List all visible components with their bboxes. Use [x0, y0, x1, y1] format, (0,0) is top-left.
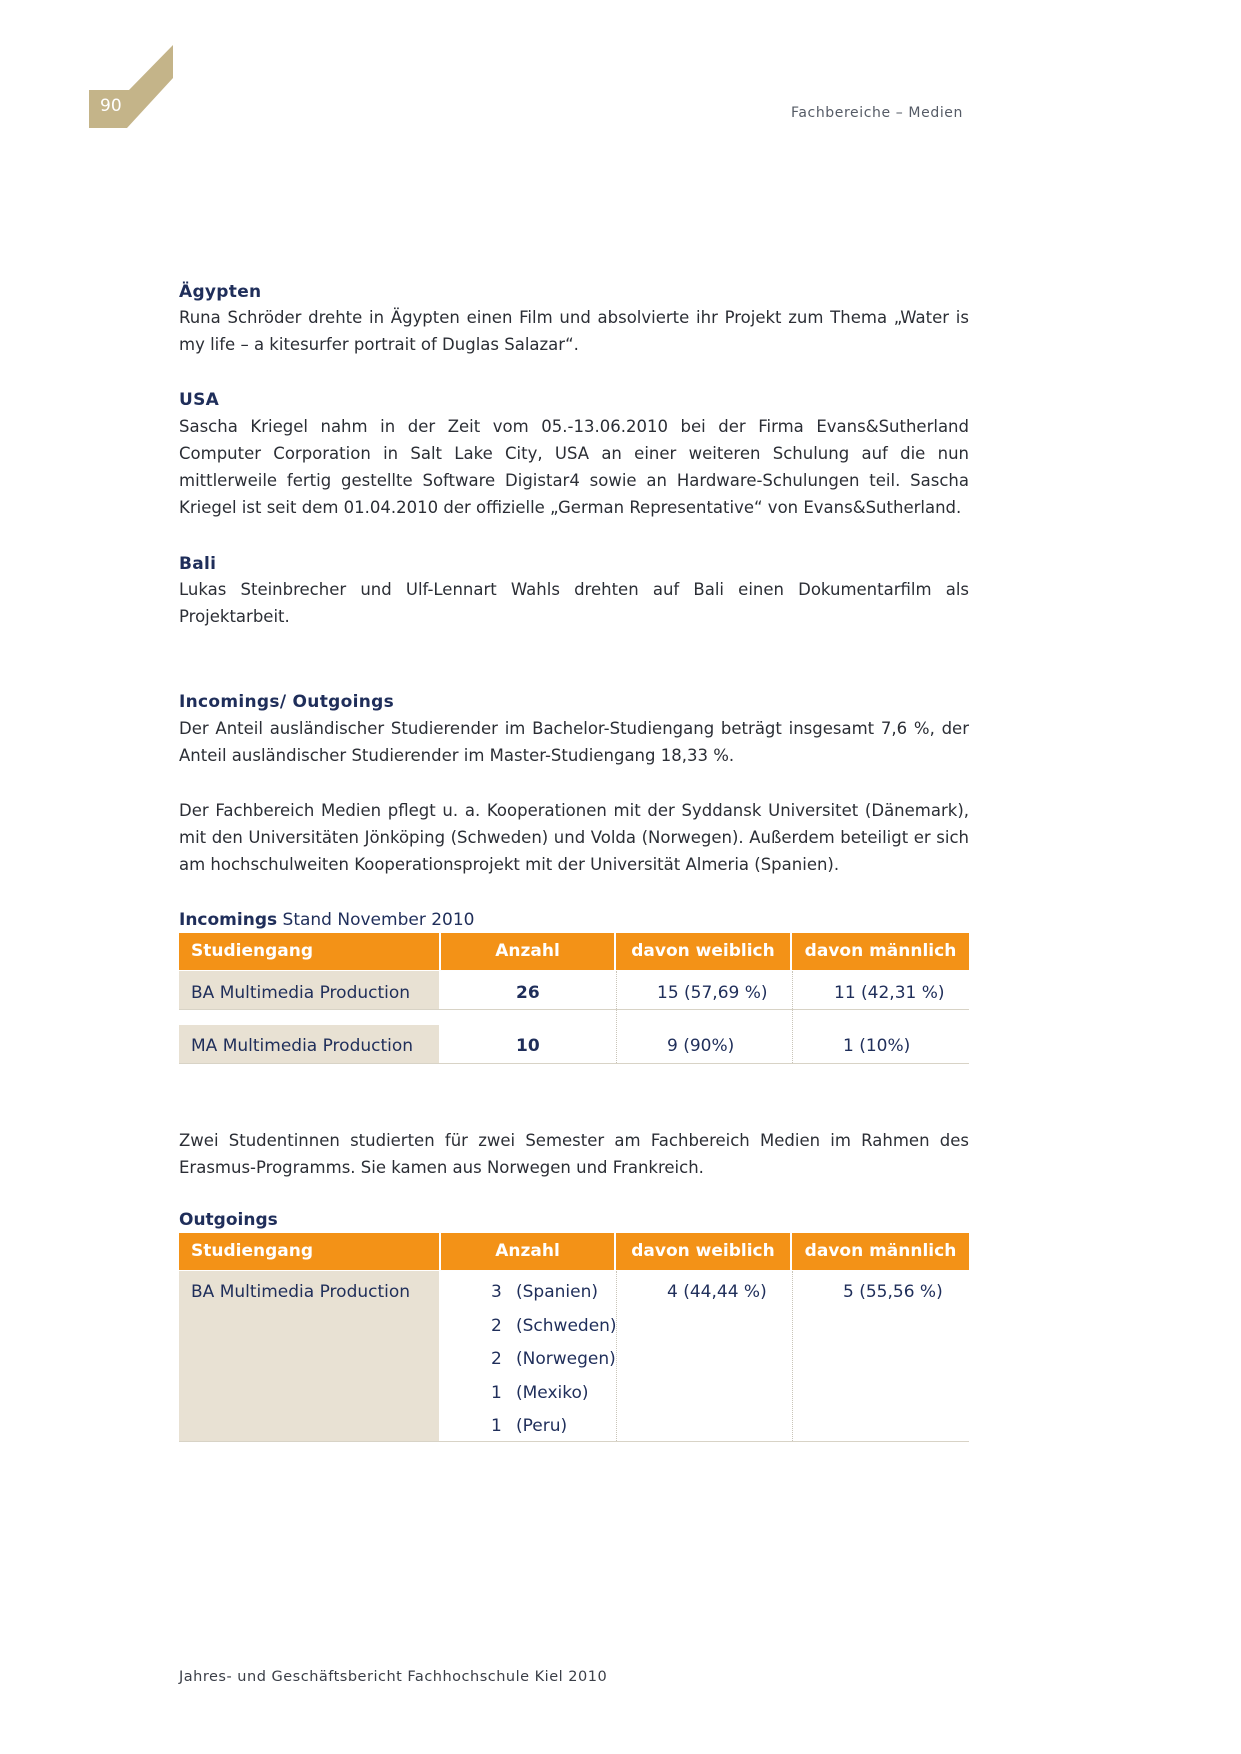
incomings-table	[179, 933, 969, 1065]
incomings-row2-studiengang: MA Multimedia Production	[191, 1036, 414, 1056]
heading-usa: USA	[179, 390, 220, 410]
text-kooperationen: Der Fachbereich Medien pflegt u. a. Kooperationen mit der Syddansk Universitet (Dänemark), mit den Universitäten Jönköping (Schweden) und Volda (Norwegen). Außerdem beteiligt er sich am hochschulweiten Kooperationsprojekt mit der Universität Almeria (Spanien).	[179, 801, 969, 874]
outgoings-anzahl-n: 1	[491, 1383, 502, 1403]
column-separator	[792, 971, 793, 1063]
text-auslaender-anteil: Der Anteil ausländischer Studierender im Bachelor-Studiengang beträgt insgesamt 7,6 %, der Anteil ausländischer Studierender im Master-Studiengang 18,33 %.	[179, 719, 969, 765]
outgoings-anzahl-land: (Schweden)	[516, 1316, 617, 1336]
heading-incomings-outgoings: Incomings/ Outgoings	[179, 692, 394, 712]
incomings-subtitle: Stand November 2010	[282, 910, 475, 930]
outgoings-table-header	[179, 1233, 969, 1270]
row-divider	[179, 1441, 969, 1442]
col-header-studiengang: Studiengang	[179, 933, 439, 970]
outgoings-row-maennlich: 5 (55,56 %)	[843, 1282, 943, 1302]
row-divider	[179, 1009, 969, 1010]
outgoings-anzahl-n: 2	[491, 1349, 502, 1369]
outgoings-table-title	[179, 1207, 278, 1234]
incomings-row2-maennlich: 1 (10%)	[843, 1036, 911, 1056]
incomings-row1-anzahl: 26	[516, 983, 540, 1003]
column-separator	[792, 1271, 793, 1441]
col-header-maennlich: davon männlich	[792, 933, 969, 970]
col-header-anzahl: Anzahl	[441, 933, 614, 970]
incomings-table-title	[179, 907, 474, 934]
col-header-studiengang: Studiengang	[179, 1233, 439, 1270]
incomings-title: Incomings	[179, 910, 278, 930]
outgoings-anzahl-n: 1	[491, 1416, 502, 1436]
incomings-row2-anzahl: 10	[516, 1036, 540, 1056]
incomings-row1-maennlich: 11 (42,31 %)	[834, 983, 945, 1003]
text-bali: Lukas Steinbrecher und Ulf-Lennart Wahls drehten auf Bali einen Dokumentarfilm als Projektarbeit.	[179, 580, 969, 626]
col-header-weiblich: davon weiblich	[616, 1233, 790, 1270]
outgoings-anzahl-land: (Mexiko)	[516, 1383, 589, 1403]
running-head: Fachbereiche – Medien	[790, 105, 963, 121]
column-separator	[616, 971, 617, 1063]
heading-aegypten: Ägypten	[179, 282, 262, 302]
col-header-anzahl: Anzahl	[441, 1233, 614, 1270]
incomings-table-header	[179, 933, 969, 970]
column-separator	[616, 1271, 617, 1441]
outgoings-anzahl-n: 2	[491, 1316, 502, 1336]
row-divider	[179, 1063, 969, 1064]
outgoings-row-studiengang: BA Multimedia Production	[191, 1282, 411, 1302]
incomings-row1-studiengang: BA Multimedia Production	[191, 983, 411, 1003]
text-usa: Sascha Kriegel nahm in der Zeit vom 05.-13.06.2010 bei der Firma Evans&Sutherland Computer Corporation in Salt Lake City, USA an einer weiteren Schulung auf die nun mittlerweile fertig gestellte Software Digistar4 sowie an Hardware-Schulungen teil. Sascha Kriegel ist seit dem 01.04.2010 der offizielle „German Representative“ von Evans&Sutherland.	[179, 417, 969, 517]
outgoings-row-weiblich: 4 (44,44 %)	[667, 1282, 767, 1302]
col-header-weiblich: davon weiblich	[616, 933, 790, 970]
outgoings-table	[179, 1233, 969, 1443]
col-header-maennlich: davon männlich	[792, 1233, 969, 1270]
text-aegypten: Runa Schröder drehte in Ägypten einen Film und absolvierte ihr Projekt zum Thema „Water is my life – a kitesurfer portrait of Duglas Salazar“.	[179, 308, 969, 354]
page-number: 90	[100, 96, 122, 116]
outgoings-anzahl-land: (Peru)	[516, 1416, 568, 1436]
footer-text: Jahres- und Geschäftsbericht Fachhochschule Kiel 2010	[179, 1669, 608, 1685]
text-erasmus: Zwei Studentinnen studierten für zwei Semester am Fachbereich Medien im Rahmen des Erasmus-Programms. Sie kamen aus Norwegen und Frankreich.	[179, 1131, 969, 1177]
heading-bali: Bali	[179, 554, 217, 574]
incomings-row2-weiblich: 9 (90%)	[667, 1036, 735, 1056]
outgoings-anzahl-n: 3	[491, 1282, 502, 1302]
incomings-row1-weiblich: 15 (57,69 %)	[657, 983, 768, 1003]
outgoings-anzahl-land: (Spanien)	[516, 1282, 598, 1302]
outgoings-title: Outgoings	[179, 1210, 278, 1230]
outgoings-anzahl-land: (Norwegen)	[516, 1349, 616, 1369]
